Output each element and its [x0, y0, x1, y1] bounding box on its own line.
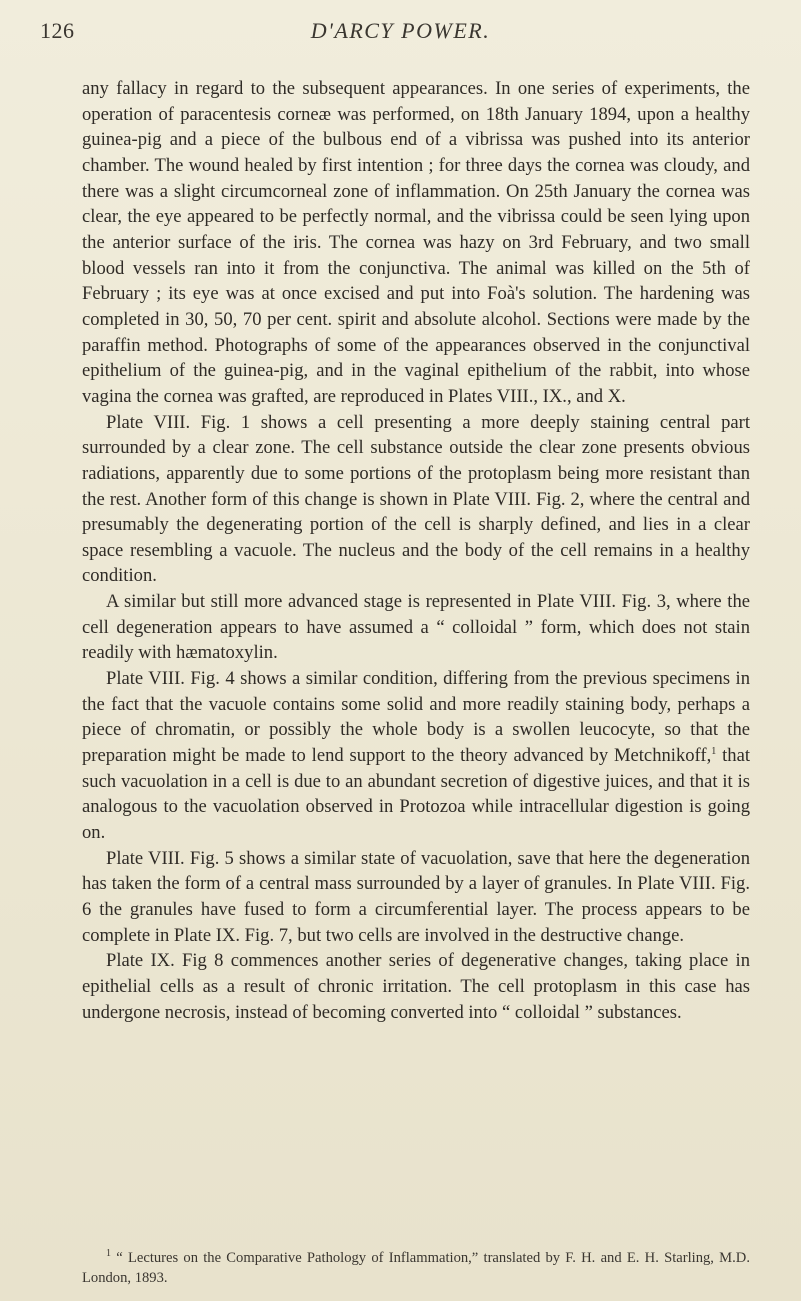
paragraph-6: Plate IX. Fig 8 commences another series of degenerative changes, taking place in epithelial cells as a result of chronic irritation. The cell protoplasm in this case has undergone necrosis, instead of becoming converted into “ colloidal ” substances. — [82, 950, 750, 1023]
footnote-text: “ Lectures on the Comparative Pathology of Inflammation,” translated by F. H. and E. H. Starling, M.D. London, 1893. — [82, 1250, 750, 1286]
paragraph-5: Plate VIII. Fig. 5 shows a similar state of vacuolation, save that here the degeneration has taken the form of a central mass surrounded by a layer of granules. In Plate VIII. Fig. 6 the granules have fused to form a circumferential layer. The process appears to be complete in Plate IX. Fig. 7, but two cells are involved in the destructive change. — [82, 847, 750, 946]
footnote-marker: 1 — [106, 1248, 111, 1260]
footnotes — [82, 1248, 750, 1288]
paragraph-1: any fallacy in regard to the subsequent appearances. In one series of experiments, the operation of paracentesis corneæ was performed, on 18th January 1894, upon a healthy guinea-pig and a piece of the bulbous end of a vibrissa was pushed into its anterior chamber. The wound healed by first intention ; for three days the cornea was cloudy, and there was a slight circumcorneal zone of inflammation. On 25th January the cornea was clear, the eye appeared to be perfectly normal, and the vibrissa could be seen lying upon the anterior surface of the iris. The cornea was hazy on 3rd February, and two small blood vessels ran into it from the conjunctiva. The animal was killed on the 5th of February ; its eye was at once excised and put into Foà's solution. The hardening was completed in 30, 50, 70 per cent. spirit and absolute alcohol. Sections were made by the paraffin method. Photographs of some of the appearances observed in the conjunctival epithelium of the guinea-pig, and in the vaginal epithelium of the rabbit, into whose vagina the cornea was grafted, are reproduced in Plates VIII., IX., and X. — [82, 78, 750, 407]
paragraph-4 — [82, 666, 750, 846]
paragraph-2: Plate VIII. Fig. 1 shows a cell presenting a more deeply staining central part surrounded by a clear zone. The cell substance outside the clear zone presents obvious radiations, apparently due to some portions of the protoplasm being more resistant than the rest. Another form of this change is shown in Plate VIII. Fig. 2, where the central and presumably the degenerating portion of the cell is sharply defined, and lies in a clear space resembling a vacuole. The nucleus and the body of the cell remains in a healthy condition. — [82, 411, 750, 587]
body-text — [82, 76, 750, 1025]
running-title: D'ARCY POWER. — [310, 18, 491, 43]
paragraph-4-text-a: Plate VIII. Fig. 4 shows a similar condition, differing from the previous specimens in the fact that the vacuole contains some solid and more readily staining body, perhaps a piece of chromatin, or possibly the whole body is a swollen leucocyte, so that the preparation might be made to lend support to the theory advanced by Metchnikoff, — [82, 668, 750, 767]
running-head — [40, 12, 761, 46]
page-number: 126 — [40, 18, 75, 43]
paragraph-3: A similar but still more advanced stage is represented in Plate VIII. Fig. 3, where the cell degeneration appears to have assumed a “ colloidal ” form, which does not stain readily with hæmatoxylin. — [82, 591, 750, 664]
footnote-ref-1: 1 — [711, 745, 717, 757]
paragraph-4-text-b: that such vacuolation in a cell is due to an abundant secretion of digestive juices, and that it is analogous to the vacuolation observed in Protozoa while intracellular digestion is going on. — [82, 745, 750, 844]
footnote-1 — [82, 1248, 750, 1288]
